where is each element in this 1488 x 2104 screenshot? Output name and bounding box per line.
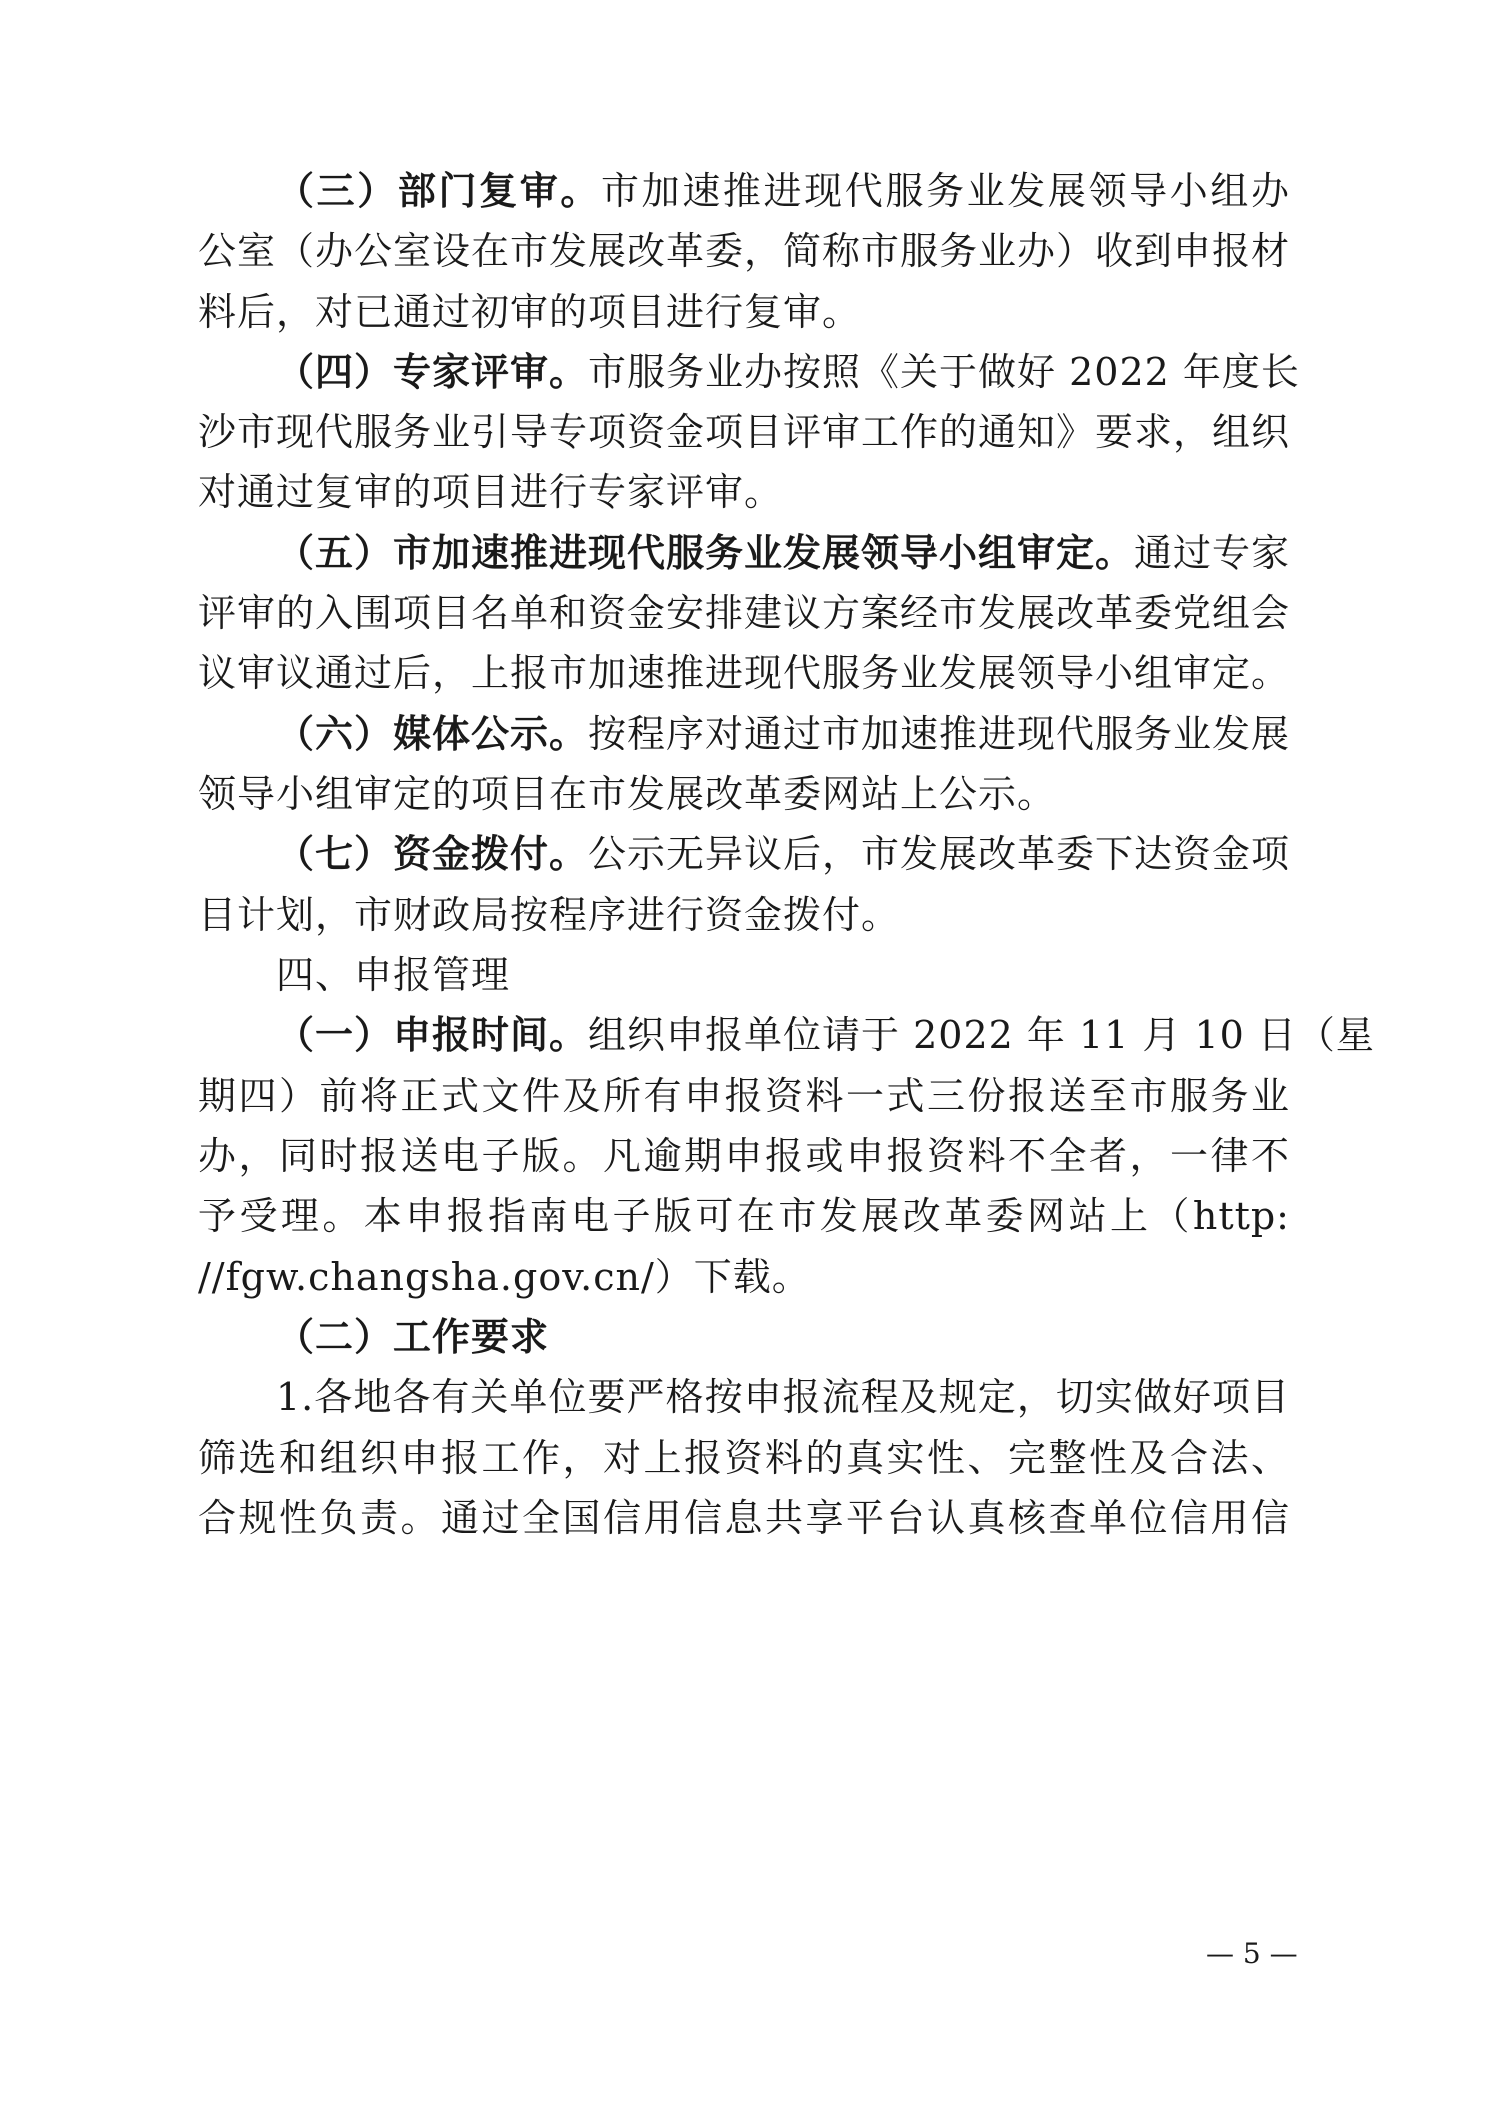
paragraph-line bbox=[198, 1131, 1290, 1181]
paragraph-line bbox=[198, 1433, 1290, 1483]
paragraph-text: 目计划，市财政局按程序进行资金拨付。 bbox=[198, 893, 901, 937]
paragraph-line bbox=[198, 1493, 1290, 1543]
paragraph-line bbox=[198, 588, 1290, 638]
paragraph-line bbox=[276, 528, 1290, 578]
chapter-heading bbox=[276, 950, 1290, 1000]
paragraph-line bbox=[198, 648, 1290, 698]
paragraph-line bbox=[276, 709, 1290, 759]
paragraph-text: 对通过复审的项目进行专家评审。 bbox=[198, 470, 784, 514]
paragraph-text: //fgw.changsha.gov.cn/）下载。 bbox=[198, 1255, 811, 1299]
paragraph-line bbox=[276, 166, 1290, 216]
paragraph-text: 通过专家 bbox=[1134, 531, 1291, 575]
paragraph-line bbox=[198, 226, 1290, 276]
paragraph-line bbox=[198, 1252, 1290, 1302]
paragraph-text: 领导小组审定的项目在市发展改革委网站上公示。 bbox=[198, 772, 1057, 816]
paragraph-line bbox=[276, 829, 1290, 879]
chapter-heading-text: 四、申报管理 bbox=[276, 953, 511, 997]
paragraph-line bbox=[276, 347, 1300, 397]
section-heading-bold: （六）媒体公示。 bbox=[276, 712, 589, 756]
paragraph-text: 评审的入围项目名单和资金安排建议方案经市发展改革委党组会 bbox=[198, 591, 1291, 635]
section-heading-bold: （七）资金拨付。 bbox=[276, 832, 589, 876]
paragraph-text: 议审议通过后，上报市加速推进现代服务业发展领导小组审定。 bbox=[198, 651, 1291, 695]
section-heading-bold: （三）部门复审。 bbox=[276, 169, 601, 213]
section-heading-bold: （一）申报时间。 bbox=[276, 1013, 589, 1057]
paragraph-text: 公示无异议后，市发展改革委下达资金项 bbox=[588, 832, 1291, 876]
paragraph-line bbox=[198, 287, 1290, 337]
paragraph-text: 办，同时报送电子版。凡逾期申报或申报资料不全者，一律不 bbox=[198, 1134, 1290, 1178]
section-heading-bold: （五）市加速推进现代服务业发展领导小组审定。 bbox=[276, 531, 1135, 575]
page-number: — 5 — bbox=[1206, 1937, 1298, 1970]
paragraph-text: 1.各地各有关单位要严格按申报流程及规定，切实做好项目 bbox=[276, 1375, 1290, 1419]
paragraph-text: 料后，对已通过初审的项目进行复审。 bbox=[198, 290, 862, 334]
paragraph-text: 予受理。本申报指南电子版可在市发展改革委网站上（http: bbox=[198, 1194, 1290, 1238]
paragraph-text: 按程序对通过市加速推进现代服务业发展 bbox=[588, 712, 1291, 756]
paragraph-text: 筛选和组织申报工作，对上报资料的真实性、完整性及合法、 bbox=[198, 1436, 1290, 1480]
paragraph-line bbox=[276, 1312, 1290, 1362]
paragraph-line bbox=[198, 769, 1290, 819]
paragraph-line bbox=[198, 407, 1290, 457]
paragraph-text: 公室（办公室设在市发展改革委，简称市服务业办）收到申报材 bbox=[198, 229, 1291, 273]
paragraph-text: 期四）前将正式文件及所有申报资料一式三份报送至市服务业 bbox=[198, 1074, 1290, 1118]
paragraph-text: 组织申报单位请于 2022 年 11 月 10 日（星 bbox=[588, 1013, 1375, 1057]
paragraph-line bbox=[198, 467, 1290, 517]
paragraph-line bbox=[198, 1191, 1290, 1241]
section-heading-bold: （四）专家评审。 bbox=[276, 350, 589, 394]
section-heading-bold: （二）工作要求 bbox=[276, 1315, 550, 1359]
paragraph-line bbox=[276, 1372, 1290, 1422]
paragraph-text: 沙市现代服务业引导专项资金项目评审工作的通知》要求，组织 bbox=[198, 410, 1291, 454]
paragraph-text: 合规性负责。通过全国信用信息共享平台认真核查单位信用信 bbox=[198, 1496, 1290, 1540]
paragraph-text: 市加速推进现代服务业发展领导小组办 bbox=[601, 169, 1290, 213]
paragraph-line bbox=[198, 890, 1290, 940]
paragraph-line bbox=[198, 1071, 1290, 1121]
paragraph-text: 市服务业办按照《关于做好 2022 年度长 bbox=[588, 350, 1300, 394]
paragraph-line bbox=[276, 1010, 1375, 1060]
